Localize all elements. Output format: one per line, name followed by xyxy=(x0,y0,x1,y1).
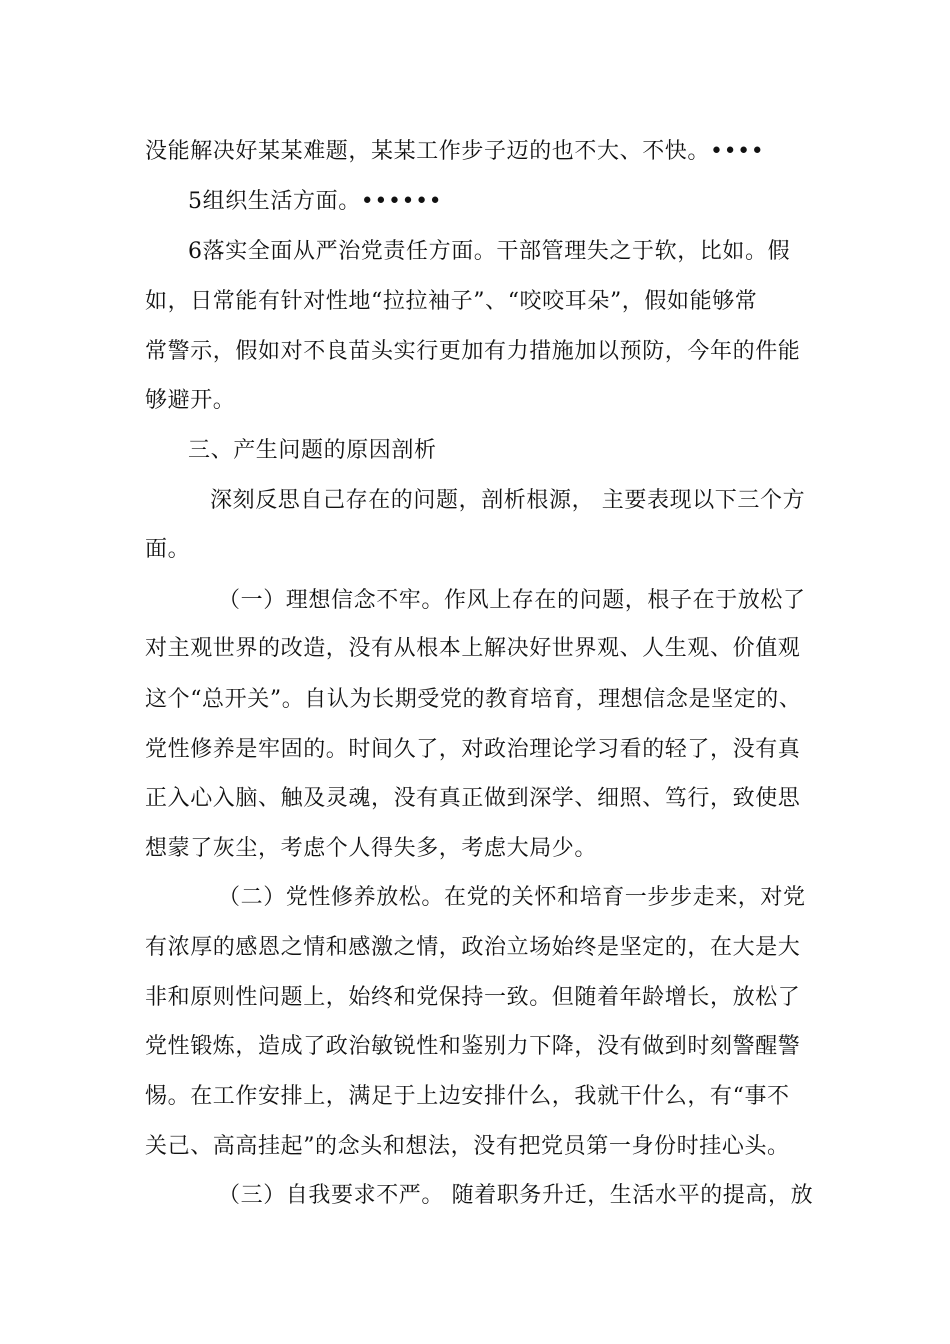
text-line-17: 有浓厚的感恩之情和感激之情，政治立场始终是坚定的，在大是大 xyxy=(145,935,801,960)
text-line-2: 5组织生活方面。•••••• xyxy=(188,189,443,214)
text-line-11: 对主观世界的改造，没有从根本上解决好世界观、人生观、价值观 xyxy=(145,636,801,661)
text-line-16: （二）党性修养放松。在党的关怀和培育一步步走来，对党 xyxy=(218,885,806,910)
text-line-20: 惕。在工作安排上，满足于上边安排什么，我就干什么，有“事不 xyxy=(145,1084,790,1109)
text-line-13: 党性修养是牢固的。时间久了，对政治理论学习看的轻了，没有真 xyxy=(145,737,801,762)
section-heading: 三、产生问题的原因剖析 xyxy=(188,438,437,463)
text-line-10: （一）理想信念不牢。作风上存在的问题，根子在于放松了 xyxy=(218,588,806,613)
text-line-3: 6落实全面从严治党责任方面。干部管理失之于软，比如。假 xyxy=(188,239,791,264)
text-line-4: 如，日常能有针对性地“拉拉袖子”、“咬咬耳朵”，假如能够常 xyxy=(145,289,758,314)
text-line-5: 常警示，假如对不良苗头实行更加有力措施加以预防，今年的件能 xyxy=(145,339,801,364)
text-line-19: 党性锻炼，造成了政治敏锐性和鉴别力下降，没有做到时刻警醒警 xyxy=(145,1034,801,1059)
text-line-14: 正入心入脑、触及灵魂，没有真正做到深学、细照、笃行，致使思 xyxy=(145,786,801,811)
text-line-18: 非和原则性问题上，始终和党保持一致。但随着年龄增长，放松了 xyxy=(145,985,801,1010)
text-line-12: 这个“总开关”。自认为长期受党的教育培育，理想信念是坚定的、 xyxy=(145,687,802,712)
text-line-6: 够避开。 xyxy=(145,388,236,413)
text-line-9: 面。 xyxy=(145,537,191,562)
text-line-22: （三）自我要求不严。 随着职务升迁，生活水平的提高，放 xyxy=(218,1183,814,1208)
text-line-15: 想蒙了灰尘，考虑个人得失多，考虑大局少。 xyxy=(145,836,598,861)
text-line-8: 深刻反思自己存在的问题，剖析根源， 主要表现以下三个方 xyxy=(210,488,806,513)
text-line-1: 没能解决好某某难题，某某工作步子迈的也不大、不快。•••• xyxy=(145,139,765,164)
text-line-21: 关己、高高挂起”的念头和想法，没有把党员第一身份时挂心头。 xyxy=(145,1134,790,1159)
